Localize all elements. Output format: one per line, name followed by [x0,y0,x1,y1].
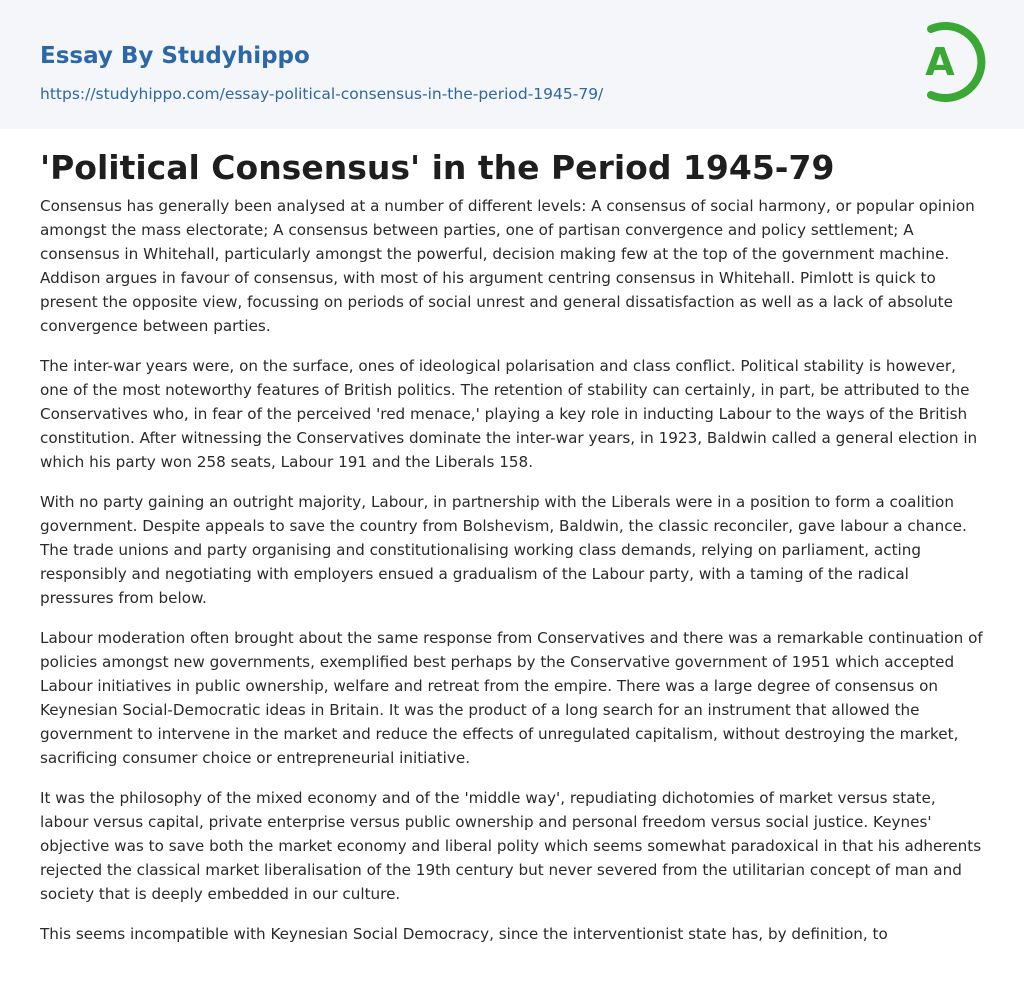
paragraph: It was the philosophy of the mixed economy and of the 'middle way', repudiating dichotomies of market versus state, labour versus capital, private enterprise versus public ownership and personal freedom versus social justice. Keynes' objective was to save both the market economy and liberal polity which seems somewhat paradoxical in that his adherents rejected the classical market liberalisation of the 19th century but never severed from the utilitarian concept of man and society that is deeply embedded in our culture. [40,789,982,903]
studyhippo-logo-icon[interactable] [911,18,987,106]
essay-url-link[interactable]: https://studyhippo.com/essay-political-consensus-in-the-period-1945-79/ [40,85,604,103]
site-header [0,0,1024,129]
page-title: 'Political Consensus' in the Period 1945-79 [40,148,835,187]
logo-letter: A [925,40,955,84]
paragraph: The inter-war years were, on the surface, ones of ideological polarisation and class conflict. Political stability is however, one of the most noteworthy features of British politics. The retention of stability can certainly, in part, be attributed to the Conservatives who, in fear of the perceived 'red menace,' playing a key role in inducting Labour to the ways of the British constitution. After witnessing the Conservatives dominate the inter-war years, in 1923, Baldwin called a general election in which his party won 258 seats, Labour 191 and the Liberals 158. [40,357,978,471]
paragraph: With no party gaining an outright majority, Labour, in partnership with the Liberals were in a position to form a coalition government. Despite appeals to save the country from Bolshevism, Baldwin, the classic reconciler, gave labour a chance. The trade unions and party organising and constitutionalising working class demands, relying on parliament, acting responsibly and negotiating with employers ensued a gradualism of the Labour party, with a taming of the radical pressures from below. [40,493,967,607]
paragraph: Consensus has generally been analysed at a number of different levels: A consensus of social harmony, or popular opinion amongst the mass electorate; A consensus between parties, one of partisan convergence and policy settlement; A consensus in Whitehall, particularly amongst the powerful, decision making few at the top of the government machine. Addison argues in favour of consensus, with most of his argument centring consensus in Whitehall. Pimlott is quick to present the opposite view, focussing on periods of social unrest and general dissatisfaction as well as a lack of absolute convergence between parties. [40,197,975,335]
essay-body [40,194,984,1003]
paragraph: Labour moderation often brought about the same response from Conservatives and there was a remarkable continuation of policies amongst new governments, exemplified best perhaps by the Conservative government of 1951 which accepted Labour initiatives in public ownership, welfare and retreat from the empire. There was a large degree of consensus on Keynesian Social-Democratic ideas in Britain. It was the product of a long search for an instrument that allowed the government to intervene in the market and reduce the effects of unregulated capitalism, without destroying the market, sacrificing consumer choice or entrepreneurial initiative. [40,629,983,767]
site-title: Essay By Studyhippo [40,43,310,69]
paragraph: This seems incompatible with Keynesian Social Democracy, since the interventionist state has, by definition, to [40,925,888,943]
